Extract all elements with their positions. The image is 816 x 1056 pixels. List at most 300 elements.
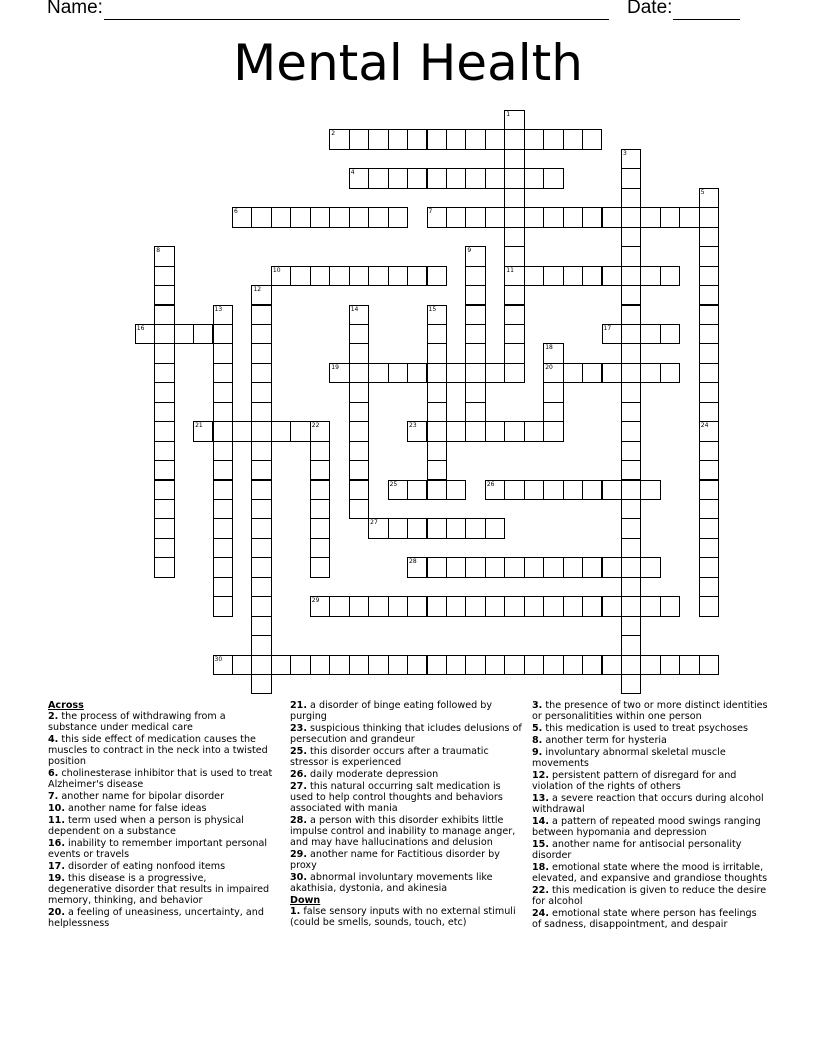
grid-cell[interactable] <box>660 266 680 286</box>
grid-cell[interactable] <box>621 305 641 325</box>
grid-cell[interactable] <box>699 538 719 558</box>
grid-cell[interactable] <box>407 655 427 675</box>
grid-cell[interactable] <box>193 324 213 344</box>
grid-cell[interactable] <box>485 557 505 577</box>
grid-cell[interactable] <box>504 557 524 577</box>
grid-cell[interactable] <box>465 402 485 422</box>
grid-cell[interactable] <box>485 518 505 538</box>
grid-cell[interactable] <box>582 480 602 500</box>
grid-cell[interactable] <box>660 363 680 383</box>
grid-cell[interactable] <box>251 324 271 344</box>
grid-cell[interactable] <box>251 305 271 325</box>
grid-cell[interactable] <box>388 266 408 286</box>
grid-cell[interactable] <box>504 305 524 325</box>
grid-cell[interactable] <box>154 266 174 286</box>
grid-cell[interactable] <box>504 655 524 675</box>
grid-cell[interactable] <box>427 655 447 675</box>
grid-cell[interactable] <box>213 305 233 325</box>
grid-cell[interactable] <box>213 577 233 597</box>
grid-cell[interactable] <box>310 266 330 286</box>
grid-cell[interactable] <box>213 655 233 675</box>
grid-cell[interactable] <box>679 207 699 227</box>
grid-cell[interactable] <box>251 402 271 422</box>
grid-cell[interactable] <box>407 421 427 441</box>
grid-cell[interactable] <box>465 266 485 286</box>
grid-cell[interactable] <box>251 635 271 655</box>
grid-cell[interactable] <box>504 188 524 208</box>
grid-cell[interactable] <box>213 460 233 480</box>
grid-cell[interactable] <box>310 207 330 227</box>
grid-cell[interactable] <box>427 421 447 441</box>
grid-cell[interactable] <box>640 324 660 344</box>
grid-cell[interactable] <box>602 480 622 500</box>
grid-cell[interactable] <box>621 382 641 402</box>
grid-cell[interactable] <box>251 655 271 675</box>
grid-cell[interactable] <box>251 285 271 305</box>
grid-cell[interactable] <box>290 655 310 675</box>
grid-cell[interactable] <box>427 518 447 538</box>
grid-cell[interactable] <box>543 168 563 188</box>
grid-cell[interactable] <box>368 655 388 675</box>
grid-cell[interactable] <box>446 480 466 500</box>
grid-cell[interactable] <box>427 382 447 402</box>
grid-cell[interactable] <box>349 402 369 422</box>
grid-cell[interactable] <box>446 518 466 538</box>
grid-cell[interactable] <box>504 149 524 169</box>
grid-cell[interactable] <box>640 207 660 227</box>
grid-cell[interactable] <box>310 538 330 558</box>
grid-cell[interactable] <box>349 655 369 675</box>
grid-cell[interactable] <box>213 480 233 500</box>
grid-cell[interactable] <box>427 460 447 480</box>
grid-cell[interactable] <box>504 421 524 441</box>
grid-cell[interactable] <box>621 538 641 558</box>
grid-cell[interactable] <box>310 480 330 500</box>
grid-cell[interactable] <box>388 655 408 675</box>
grid-cell[interactable] <box>563 129 583 149</box>
grid-cell[interactable] <box>407 266 427 286</box>
grid-cell[interactable] <box>621 149 641 169</box>
grid-cell[interactable] <box>699 499 719 519</box>
grid-cell[interactable] <box>213 596 233 616</box>
grid-cell[interactable] <box>310 421 330 441</box>
grid-cell[interactable] <box>563 655 583 675</box>
grid-cell[interactable] <box>621 616 641 636</box>
grid-cell[interactable] <box>602 324 622 344</box>
grid-cell[interactable] <box>524 207 544 227</box>
grid-cell[interactable] <box>504 363 524 383</box>
grid-cell[interactable] <box>154 382 174 402</box>
grid-cell[interactable] <box>349 305 369 325</box>
grid-cell[interactable] <box>485 207 505 227</box>
grid-cell[interactable] <box>699 246 719 266</box>
grid-cell[interactable] <box>368 363 388 383</box>
grid-cell[interactable] <box>388 480 408 500</box>
grid-cell[interactable] <box>543 596 563 616</box>
grid-cell[interactable] <box>699 305 719 325</box>
grid-cell[interactable] <box>699 441 719 461</box>
grid-cell[interactable] <box>388 168 408 188</box>
grid-cell[interactable] <box>485 363 505 383</box>
grid-cell[interactable] <box>621 363 641 383</box>
grid-cell[interactable] <box>251 674 271 694</box>
grid-cell[interactable] <box>213 557 233 577</box>
grid-cell[interactable] <box>388 207 408 227</box>
grid-cell[interactable] <box>349 382 369 402</box>
grid-cell[interactable] <box>621 402 641 422</box>
grid-cell[interactable] <box>621 207 641 227</box>
grid-cell[interactable] <box>699 460 719 480</box>
grid-cell[interactable] <box>621 343 641 363</box>
grid-cell[interactable] <box>427 266 447 286</box>
grid-cell[interactable] <box>640 363 660 383</box>
grid-cell[interactable] <box>446 207 466 227</box>
grid-cell[interactable] <box>154 538 174 558</box>
grid-cell[interactable] <box>213 421 233 441</box>
grid-cell[interactable] <box>427 480 447 500</box>
grid-cell[interactable] <box>504 596 524 616</box>
grid-cell[interactable] <box>329 363 349 383</box>
grid-cell[interactable] <box>213 499 233 519</box>
grid-cell[interactable] <box>329 266 349 286</box>
grid-cell[interactable] <box>271 266 291 286</box>
grid-cell[interactable] <box>504 168 524 188</box>
grid-cell[interactable] <box>582 363 602 383</box>
grid-cell[interactable] <box>543 655 563 675</box>
grid-cell[interactable] <box>699 577 719 597</box>
grid-cell[interactable] <box>271 655 291 675</box>
grid-cell[interactable] <box>699 188 719 208</box>
grid-cell[interactable] <box>154 285 174 305</box>
grid-cell[interactable] <box>251 616 271 636</box>
grid-cell[interactable] <box>504 227 524 247</box>
grid-cell[interactable] <box>504 246 524 266</box>
grid-cell[interactable] <box>699 596 719 616</box>
grid-cell[interactable] <box>446 655 466 675</box>
grid-cell[interactable] <box>504 285 524 305</box>
grid-cell[interactable] <box>543 382 563 402</box>
grid-cell[interactable] <box>213 343 233 363</box>
grid-cell[interactable] <box>621 460 641 480</box>
grid-cell[interactable] <box>154 402 174 422</box>
grid-cell[interactable] <box>290 421 310 441</box>
grid-cell[interactable] <box>621 266 641 286</box>
grid-cell[interactable] <box>621 480 641 500</box>
grid-cell[interactable] <box>446 168 466 188</box>
grid-cell[interactable] <box>251 441 271 461</box>
grid-cell[interactable] <box>504 343 524 363</box>
date-field-line[interactable] <box>673 19 740 20</box>
grid-cell[interactable] <box>699 382 719 402</box>
grid-cell[interactable] <box>271 207 291 227</box>
grid-cell[interactable] <box>504 129 524 149</box>
grid-cell[interactable] <box>213 363 233 383</box>
grid-cell[interactable] <box>660 207 680 227</box>
grid-cell[interactable] <box>563 207 583 227</box>
grid-cell[interactable] <box>699 655 719 675</box>
grid-cell[interactable] <box>388 596 408 616</box>
grid-cell[interactable] <box>465 343 485 363</box>
grid-cell[interactable] <box>251 382 271 402</box>
grid-cell[interactable] <box>504 110 524 130</box>
grid-cell[interactable] <box>640 557 660 577</box>
grid-cell[interactable] <box>310 596 330 616</box>
grid-cell[interactable] <box>349 460 369 480</box>
grid-cell[interactable] <box>602 557 622 577</box>
grid-cell[interactable] <box>524 421 544 441</box>
grid-cell[interactable] <box>563 266 583 286</box>
grid-cell[interactable] <box>640 596 660 616</box>
grid-cell[interactable] <box>465 655 485 675</box>
grid-cell[interactable] <box>427 557 447 577</box>
grid-cell[interactable] <box>621 655 641 675</box>
grid-cell[interactable] <box>602 363 622 383</box>
grid-cell[interactable] <box>621 441 641 461</box>
grid-cell[interactable] <box>640 266 660 286</box>
grid-cell[interactable] <box>368 266 388 286</box>
grid-cell[interactable] <box>368 518 388 538</box>
grid-cell[interactable] <box>213 402 233 422</box>
grid-cell[interactable] <box>427 596 447 616</box>
grid-cell[interactable] <box>232 421 252 441</box>
grid-cell[interactable] <box>621 227 641 247</box>
grid-cell[interactable] <box>504 324 524 344</box>
grid-cell[interactable] <box>154 343 174 363</box>
grid-cell[interactable] <box>368 596 388 616</box>
grid-cell[interactable] <box>543 557 563 577</box>
grid-cell[interactable] <box>699 285 719 305</box>
grid-cell[interactable] <box>699 480 719 500</box>
grid-cell[interactable] <box>679 655 699 675</box>
grid-cell[interactable] <box>543 480 563 500</box>
grid-cell[interactable] <box>524 266 544 286</box>
grid-cell[interactable] <box>446 421 466 441</box>
grid-cell[interactable] <box>251 518 271 538</box>
grid-cell[interactable] <box>485 480 505 500</box>
grid-cell[interactable] <box>621 246 641 266</box>
grid-cell[interactable] <box>504 480 524 500</box>
grid-cell[interactable] <box>310 441 330 461</box>
grid-cell[interactable] <box>271 421 291 441</box>
grid-cell[interactable] <box>329 596 349 616</box>
grid-cell[interactable] <box>154 480 174 500</box>
grid-cell[interactable] <box>621 635 641 655</box>
grid-cell[interactable] <box>660 655 680 675</box>
grid-cell[interactable] <box>699 324 719 344</box>
grid-cell[interactable] <box>427 324 447 344</box>
grid-cell[interactable] <box>621 557 641 577</box>
grid-cell[interactable] <box>213 382 233 402</box>
grid-cell[interactable] <box>251 207 271 227</box>
grid-cell[interactable] <box>349 129 369 149</box>
grid-cell[interactable] <box>251 480 271 500</box>
grid-cell[interactable] <box>427 441 447 461</box>
grid-cell[interactable] <box>251 596 271 616</box>
grid-cell[interactable] <box>621 421 641 441</box>
grid-cell[interactable] <box>582 207 602 227</box>
grid-cell[interactable] <box>154 499 174 519</box>
grid-cell[interactable] <box>232 655 252 675</box>
grid-cell[interactable] <box>154 518 174 538</box>
grid-cell[interactable] <box>407 518 427 538</box>
grid-cell[interactable] <box>563 480 583 500</box>
grid-cell[interactable] <box>485 421 505 441</box>
grid-cell[interactable] <box>154 305 174 325</box>
grid-cell[interactable] <box>602 655 622 675</box>
grid-cell[interactable] <box>563 557 583 577</box>
grid-cell[interactable] <box>407 168 427 188</box>
grid-cell[interactable] <box>349 266 369 286</box>
grid-cell[interactable] <box>699 402 719 422</box>
grid-cell[interactable] <box>621 324 641 344</box>
grid-cell[interactable] <box>582 655 602 675</box>
grid-cell[interactable] <box>504 266 524 286</box>
grid-cell[interactable] <box>621 518 641 538</box>
grid-cell[interactable] <box>543 363 563 383</box>
grid-cell[interactable] <box>543 129 563 149</box>
grid-cell[interactable] <box>543 421 563 441</box>
grid-cell[interactable] <box>368 168 388 188</box>
grid-cell[interactable] <box>154 557 174 577</box>
grid-cell[interactable] <box>427 207 447 227</box>
grid-cell[interactable] <box>427 363 447 383</box>
grid-cell[interactable] <box>427 168 447 188</box>
grid-cell[interactable] <box>154 324 174 344</box>
grid-cell[interactable] <box>621 168 641 188</box>
grid-cell[interactable] <box>213 518 233 538</box>
grid-cell[interactable] <box>349 596 369 616</box>
grid-cell[interactable] <box>427 129 447 149</box>
grid-cell[interactable] <box>407 557 427 577</box>
grid-cell[interactable] <box>349 168 369 188</box>
grid-cell[interactable] <box>465 207 485 227</box>
grid-cell[interactable] <box>485 168 505 188</box>
name-field-line[interactable] <box>104 19 609 20</box>
grid-cell[interactable] <box>232 207 252 227</box>
grid-cell[interactable] <box>427 402 447 422</box>
grid-cell[interactable] <box>543 343 563 363</box>
grid-cell[interactable] <box>388 129 408 149</box>
grid-cell[interactable] <box>524 480 544 500</box>
grid-cell[interactable] <box>329 655 349 675</box>
grid-cell[interactable] <box>524 655 544 675</box>
grid-cell[interactable] <box>621 285 641 305</box>
grid-cell[interactable] <box>621 188 641 208</box>
grid-cell[interactable] <box>310 655 330 675</box>
grid-cell[interactable] <box>699 421 719 441</box>
grid-cell[interactable] <box>465 324 485 344</box>
grid-cell[interactable] <box>310 499 330 519</box>
grid-cell[interactable] <box>349 363 369 383</box>
grid-cell[interactable] <box>465 168 485 188</box>
grid-cell[interactable] <box>602 596 622 616</box>
grid-cell[interactable] <box>465 421 485 441</box>
grid-cell[interactable] <box>213 538 233 558</box>
grid-cell[interactable] <box>660 324 680 344</box>
grid-cell[interactable] <box>524 168 544 188</box>
grid-cell[interactable] <box>485 129 505 149</box>
grid-cell[interactable] <box>310 518 330 538</box>
grid-cell[interactable] <box>251 499 271 519</box>
grid-cell[interactable] <box>310 557 330 577</box>
grid-cell[interactable] <box>213 324 233 344</box>
grid-cell[interactable] <box>135 324 155 344</box>
grid-cell[interactable] <box>193 421 213 441</box>
grid-cell[interactable] <box>407 363 427 383</box>
grid-cell[interactable] <box>660 596 680 616</box>
grid-cell[interactable] <box>329 207 349 227</box>
grid-cell[interactable] <box>446 557 466 577</box>
grid-cell[interactable] <box>504 207 524 227</box>
grid-cell[interactable] <box>349 343 369 363</box>
grid-cell[interactable] <box>699 343 719 363</box>
grid-cell[interactable] <box>465 382 485 402</box>
grid-cell[interactable] <box>621 596 641 616</box>
grid-cell[interactable] <box>329 129 349 149</box>
grid-cell[interactable] <box>368 129 388 149</box>
grid-cell[interactable] <box>251 557 271 577</box>
grid-cell[interactable] <box>349 421 369 441</box>
grid-cell[interactable] <box>582 266 602 286</box>
grid-cell[interactable] <box>388 518 408 538</box>
grid-cell[interactable] <box>563 596 583 616</box>
grid-cell[interactable] <box>154 421 174 441</box>
grid-cell[interactable] <box>640 655 660 675</box>
grid-cell[interactable] <box>154 246 174 266</box>
grid-cell[interactable] <box>699 266 719 286</box>
grid-cell[interactable] <box>602 266 622 286</box>
grid-cell[interactable] <box>251 343 271 363</box>
grid-cell[interactable] <box>465 596 485 616</box>
grid-cell[interactable] <box>465 246 485 266</box>
grid-cell[interactable] <box>213 441 233 461</box>
grid-cell[interactable] <box>621 499 641 519</box>
grid-cell[interactable] <box>407 480 427 500</box>
grid-cell[interactable] <box>310 460 330 480</box>
grid-cell[interactable] <box>699 557 719 577</box>
grid-cell[interactable] <box>349 207 369 227</box>
grid-cell[interactable] <box>465 129 485 149</box>
grid-cell[interactable] <box>446 363 466 383</box>
grid-cell[interactable] <box>349 324 369 344</box>
grid-cell[interactable] <box>602 207 622 227</box>
grid-cell[interactable] <box>446 129 466 149</box>
grid-cell[interactable] <box>485 655 505 675</box>
grid-cell[interactable] <box>427 305 447 325</box>
grid-cell[interactable] <box>407 596 427 616</box>
grid-cell[interactable] <box>154 460 174 480</box>
grid-cell[interactable] <box>368 207 388 227</box>
grid-cell[interactable] <box>251 421 271 441</box>
grid-cell[interactable] <box>699 518 719 538</box>
grid-cell[interactable] <box>582 129 602 149</box>
grid-cell[interactable] <box>465 363 485 383</box>
grid-cell[interactable] <box>446 596 466 616</box>
grid-cell[interactable] <box>640 480 660 500</box>
grid-cell[interactable] <box>699 363 719 383</box>
grid-cell[interactable] <box>388 363 408 383</box>
grid-cell[interactable] <box>349 499 369 519</box>
grid-cell[interactable] <box>524 596 544 616</box>
grid-cell[interactable] <box>485 596 505 616</box>
grid-cell[interactable] <box>465 518 485 538</box>
grid-cell[interactable] <box>290 266 310 286</box>
grid-cell[interactable] <box>621 577 641 597</box>
grid-cell[interactable] <box>621 674 641 694</box>
grid-cell[interactable] <box>543 402 563 422</box>
grid-cell[interactable] <box>543 266 563 286</box>
grid-cell[interactable] <box>174 324 194 344</box>
